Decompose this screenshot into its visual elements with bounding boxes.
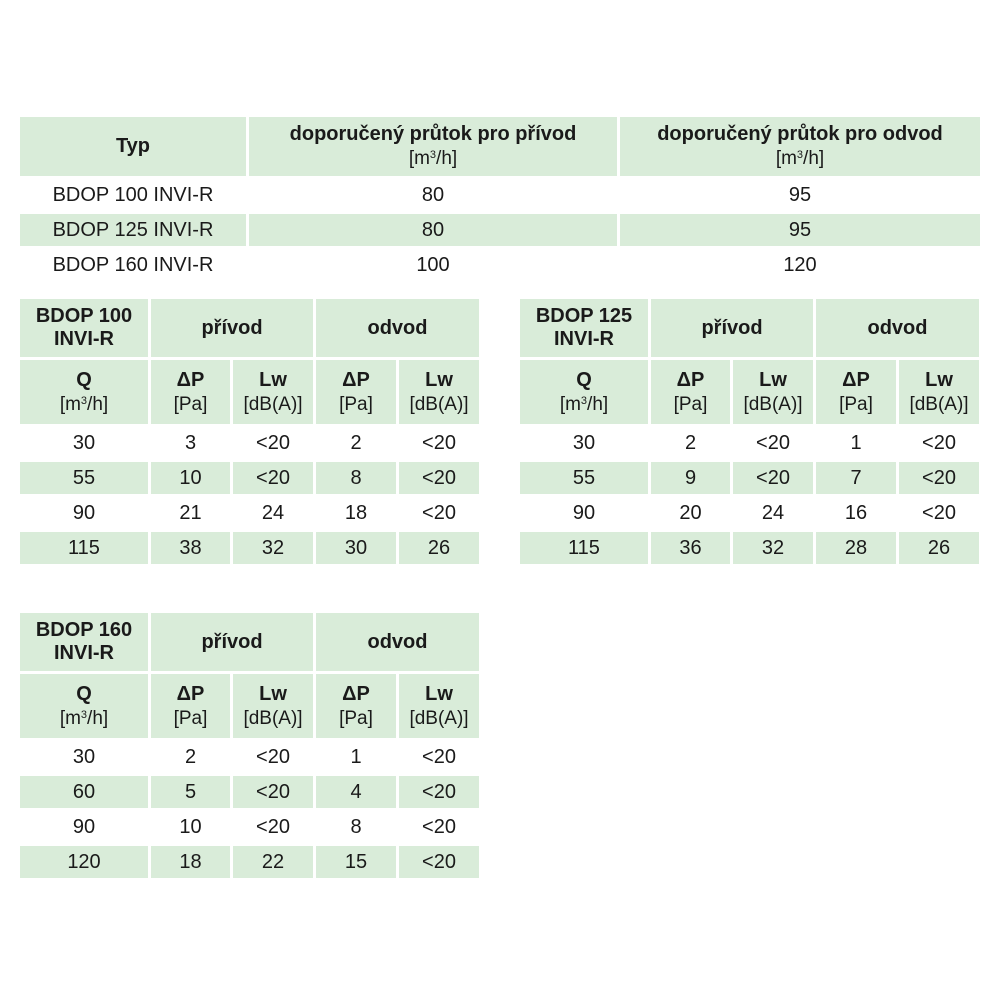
lw-privod-cell: <20 xyxy=(256,780,290,803)
lw-odvod-header: Lw [dB(A)] xyxy=(409,682,469,729)
perf-table-bdop-160 xyxy=(17,610,482,881)
dp-odvod-cell: 7 xyxy=(850,466,862,489)
odvod-flow-unit: $[m^3/h]$ xyxy=(775,148,825,169)
dp-privod-cell: 20 xyxy=(679,501,702,524)
flow-summary-table xyxy=(17,114,983,284)
lw-privod-cell: <20 xyxy=(256,745,290,768)
lw-privod-cell: <20 xyxy=(256,815,290,838)
dp-odvod-header: ΔP [Pa] xyxy=(839,368,873,415)
q-cell: 115 xyxy=(68,536,100,559)
dp-privod-header: ΔP [Pa] xyxy=(173,368,208,415)
perf-subheader-row xyxy=(20,360,479,424)
dp-privod-header: ΔP [Pa] xyxy=(673,368,708,415)
privod-group-header: přívod xyxy=(201,630,263,653)
table-row xyxy=(520,497,979,529)
lw-privod-cell: 24 xyxy=(761,501,785,524)
summary-typ: BDOP 125 INVI-R xyxy=(52,218,214,241)
table-row xyxy=(20,776,479,808)
table-row xyxy=(520,532,979,564)
perf-header-row xyxy=(20,299,479,357)
lw-odvod-cell: 26 xyxy=(927,536,951,559)
dp-odvod-cell: 30 xyxy=(344,536,368,559)
lw-odvod-cell: <20 xyxy=(422,850,456,873)
dp-odvod-cell: 16 xyxy=(844,501,868,524)
dp-odvod-cell: 1 xyxy=(850,431,862,454)
dp-odvod-header: ΔP [Pa] xyxy=(339,368,373,415)
summary-typ: BDOP 100 INVI-R xyxy=(52,183,214,206)
dp-privod-cell: 9 xyxy=(684,466,697,489)
privod-group-header: přívod xyxy=(201,316,263,339)
lw-privod-header: Lw [dB(A)] xyxy=(743,368,803,415)
dp-privod-cell: 2 xyxy=(684,431,697,454)
dp-privod-cell: 10 xyxy=(179,815,202,838)
summary-header-row xyxy=(20,117,980,176)
lw-privod-header: Lw [dB(A)] xyxy=(243,682,303,729)
dp-odvod-cell: 28 xyxy=(844,536,868,559)
q-cell: 90 xyxy=(72,501,96,524)
perf-subheader-row xyxy=(520,360,979,424)
q-cell: 55 xyxy=(572,466,596,489)
privod-flow-header xyxy=(249,117,617,176)
dp-privod-cell: 2 xyxy=(184,745,197,768)
perf-table-bdop-100 xyxy=(17,296,482,567)
q-header: Q $[m^3/h]$ xyxy=(559,368,609,415)
lw-privod-cell: <20 xyxy=(756,431,790,454)
summary-row xyxy=(20,179,980,211)
q-cell: 30 xyxy=(572,431,596,454)
lw-privod-cell: <20 xyxy=(256,431,290,454)
lw-odvod-cell: <20 xyxy=(422,466,456,489)
summary-odvod: 95 xyxy=(788,183,812,206)
q-cell: 30 xyxy=(72,745,96,768)
typ-header: Typ xyxy=(115,135,151,157)
table-row xyxy=(20,497,479,529)
perf-table-title: BDOP 100 INVI-R xyxy=(35,305,133,350)
dp-privod-cell: 5 xyxy=(184,780,197,803)
lw-privod-header: Lw [dB(A)] xyxy=(243,368,303,415)
lw-privod-cell: 32 xyxy=(261,536,285,559)
summary-typ: BDOP 160 INVI-R xyxy=(52,253,214,276)
q-cell: 30 xyxy=(72,431,96,454)
summary-row xyxy=(20,249,980,281)
table-row xyxy=(520,427,979,459)
lw-odvod-cell: <20 xyxy=(422,780,456,803)
dp-odvod-cell: 1 xyxy=(350,745,362,768)
perf-table-title: BDOP 125 INVI-R xyxy=(535,305,633,350)
q-header: Q $[m^3/h]$ xyxy=(59,682,109,729)
lw-odvod-cell: 26 xyxy=(427,536,451,559)
lw-odvod-cell: <20 xyxy=(422,745,456,768)
perf-header-row xyxy=(520,299,979,357)
perf-subheader-row xyxy=(20,674,479,738)
dp-privod-cell: 3 xyxy=(184,431,197,454)
q-cell: 55 xyxy=(72,466,96,489)
lw-privod-cell: 32 xyxy=(761,536,785,559)
summary-odvod: 95 xyxy=(788,218,812,241)
perf-table-bdop-125 xyxy=(517,296,982,567)
lw-odvod-cell: <20 xyxy=(922,466,956,489)
perf-table-title: BDOP 160 INVI-R xyxy=(35,619,133,664)
summary-privod: 80 xyxy=(421,218,445,241)
lw-privod-cell: 22 xyxy=(261,850,285,873)
summary-row xyxy=(20,214,980,246)
privod-flow-title: doporučený průtok pro přívod xyxy=(289,123,577,145)
table-row xyxy=(20,532,479,564)
q-cell: 115 xyxy=(568,536,600,559)
q-cell: 90 xyxy=(72,815,96,838)
dp-privod-cell: 18 xyxy=(179,850,202,873)
lw-odvod-header: Lw [dB(A)] xyxy=(909,368,969,415)
dp-odvod-cell: 4 xyxy=(350,780,362,803)
dp-privod-cell: 21 xyxy=(179,501,202,524)
table-row xyxy=(20,462,479,494)
lw-privod-cell: <20 xyxy=(756,466,790,489)
summary-privod: 100 xyxy=(416,253,450,276)
dp-odvod-cell: 8 xyxy=(350,815,362,838)
dp-privod-cell: 10 xyxy=(179,466,202,489)
odvod-group-header: odvod xyxy=(367,316,428,339)
dp-privod-cell: 36 xyxy=(679,536,702,559)
q-cell: 90 xyxy=(572,501,596,524)
dp-odvod-header: ΔP [Pa] xyxy=(339,682,373,729)
lw-odvod-cell: <20 xyxy=(422,431,456,454)
odvod-group-header: odvod xyxy=(867,316,928,339)
dp-privod-cell: 38 xyxy=(179,536,202,559)
lw-odvod-cell: <20 xyxy=(922,431,956,454)
table-row xyxy=(520,462,979,494)
dp-odvod-cell: 18 xyxy=(344,501,368,524)
dp-privod-header: ΔP [Pa] xyxy=(173,682,208,729)
lw-odvod-cell: <20 xyxy=(422,501,456,524)
perf-header-row xyxy=(20,613,479,671)
summary-odvod: 120 xyxy=(783,253,817,276)
table-row xyxy=(20,427,479,459)
dp-odvod-cell: 2 xyxy=(350,431,362,454)
lw-odvod-header: Lw [dB(A)] xyxy=(409,368,469,415)
table-row xyxy=(20,846,479,878)
dp-odvod-cell: 15 xyxy=(344,850,368,873)
privod-flow-unit: $[m^3/h]$ xyxy=(408,148,458,169)
odvod-flow-title: doporučený průtok pro odvod xyxy=(657,123,943,145)
privod-group-header: přívod xyxy=(701,316,763,339)
lw-privod-cell: 24 xyxy=(261,501,285,524)
table-row xyxy=(20,741,479,773)
lw-privod-cell: <20 xyxy=(256,466,290,489)
summary-privod: 80 xyxy=(421,183,445,206)
table-row xyxy=(20,811,479,843)
lw-odvod-cell: <20 xyxy=(422,815,456,838)
odvod-group-header: odvod xyxy=(367,630,428,653)
odvod-flow-header xyxy=(620,117,980,176)
q-cell: 60 xyxy=(72,780,96,803)
dp-odvod-cell: 8 xyxy=(350,466,362,489)
lw-odvod-cell: <20 xyxy=(922,501,956,524)
q-cell: 120 xyxy=(67,850,101,873)
q-header: Q $[m^3/h]$ xyxy=(59,368,109,415)
